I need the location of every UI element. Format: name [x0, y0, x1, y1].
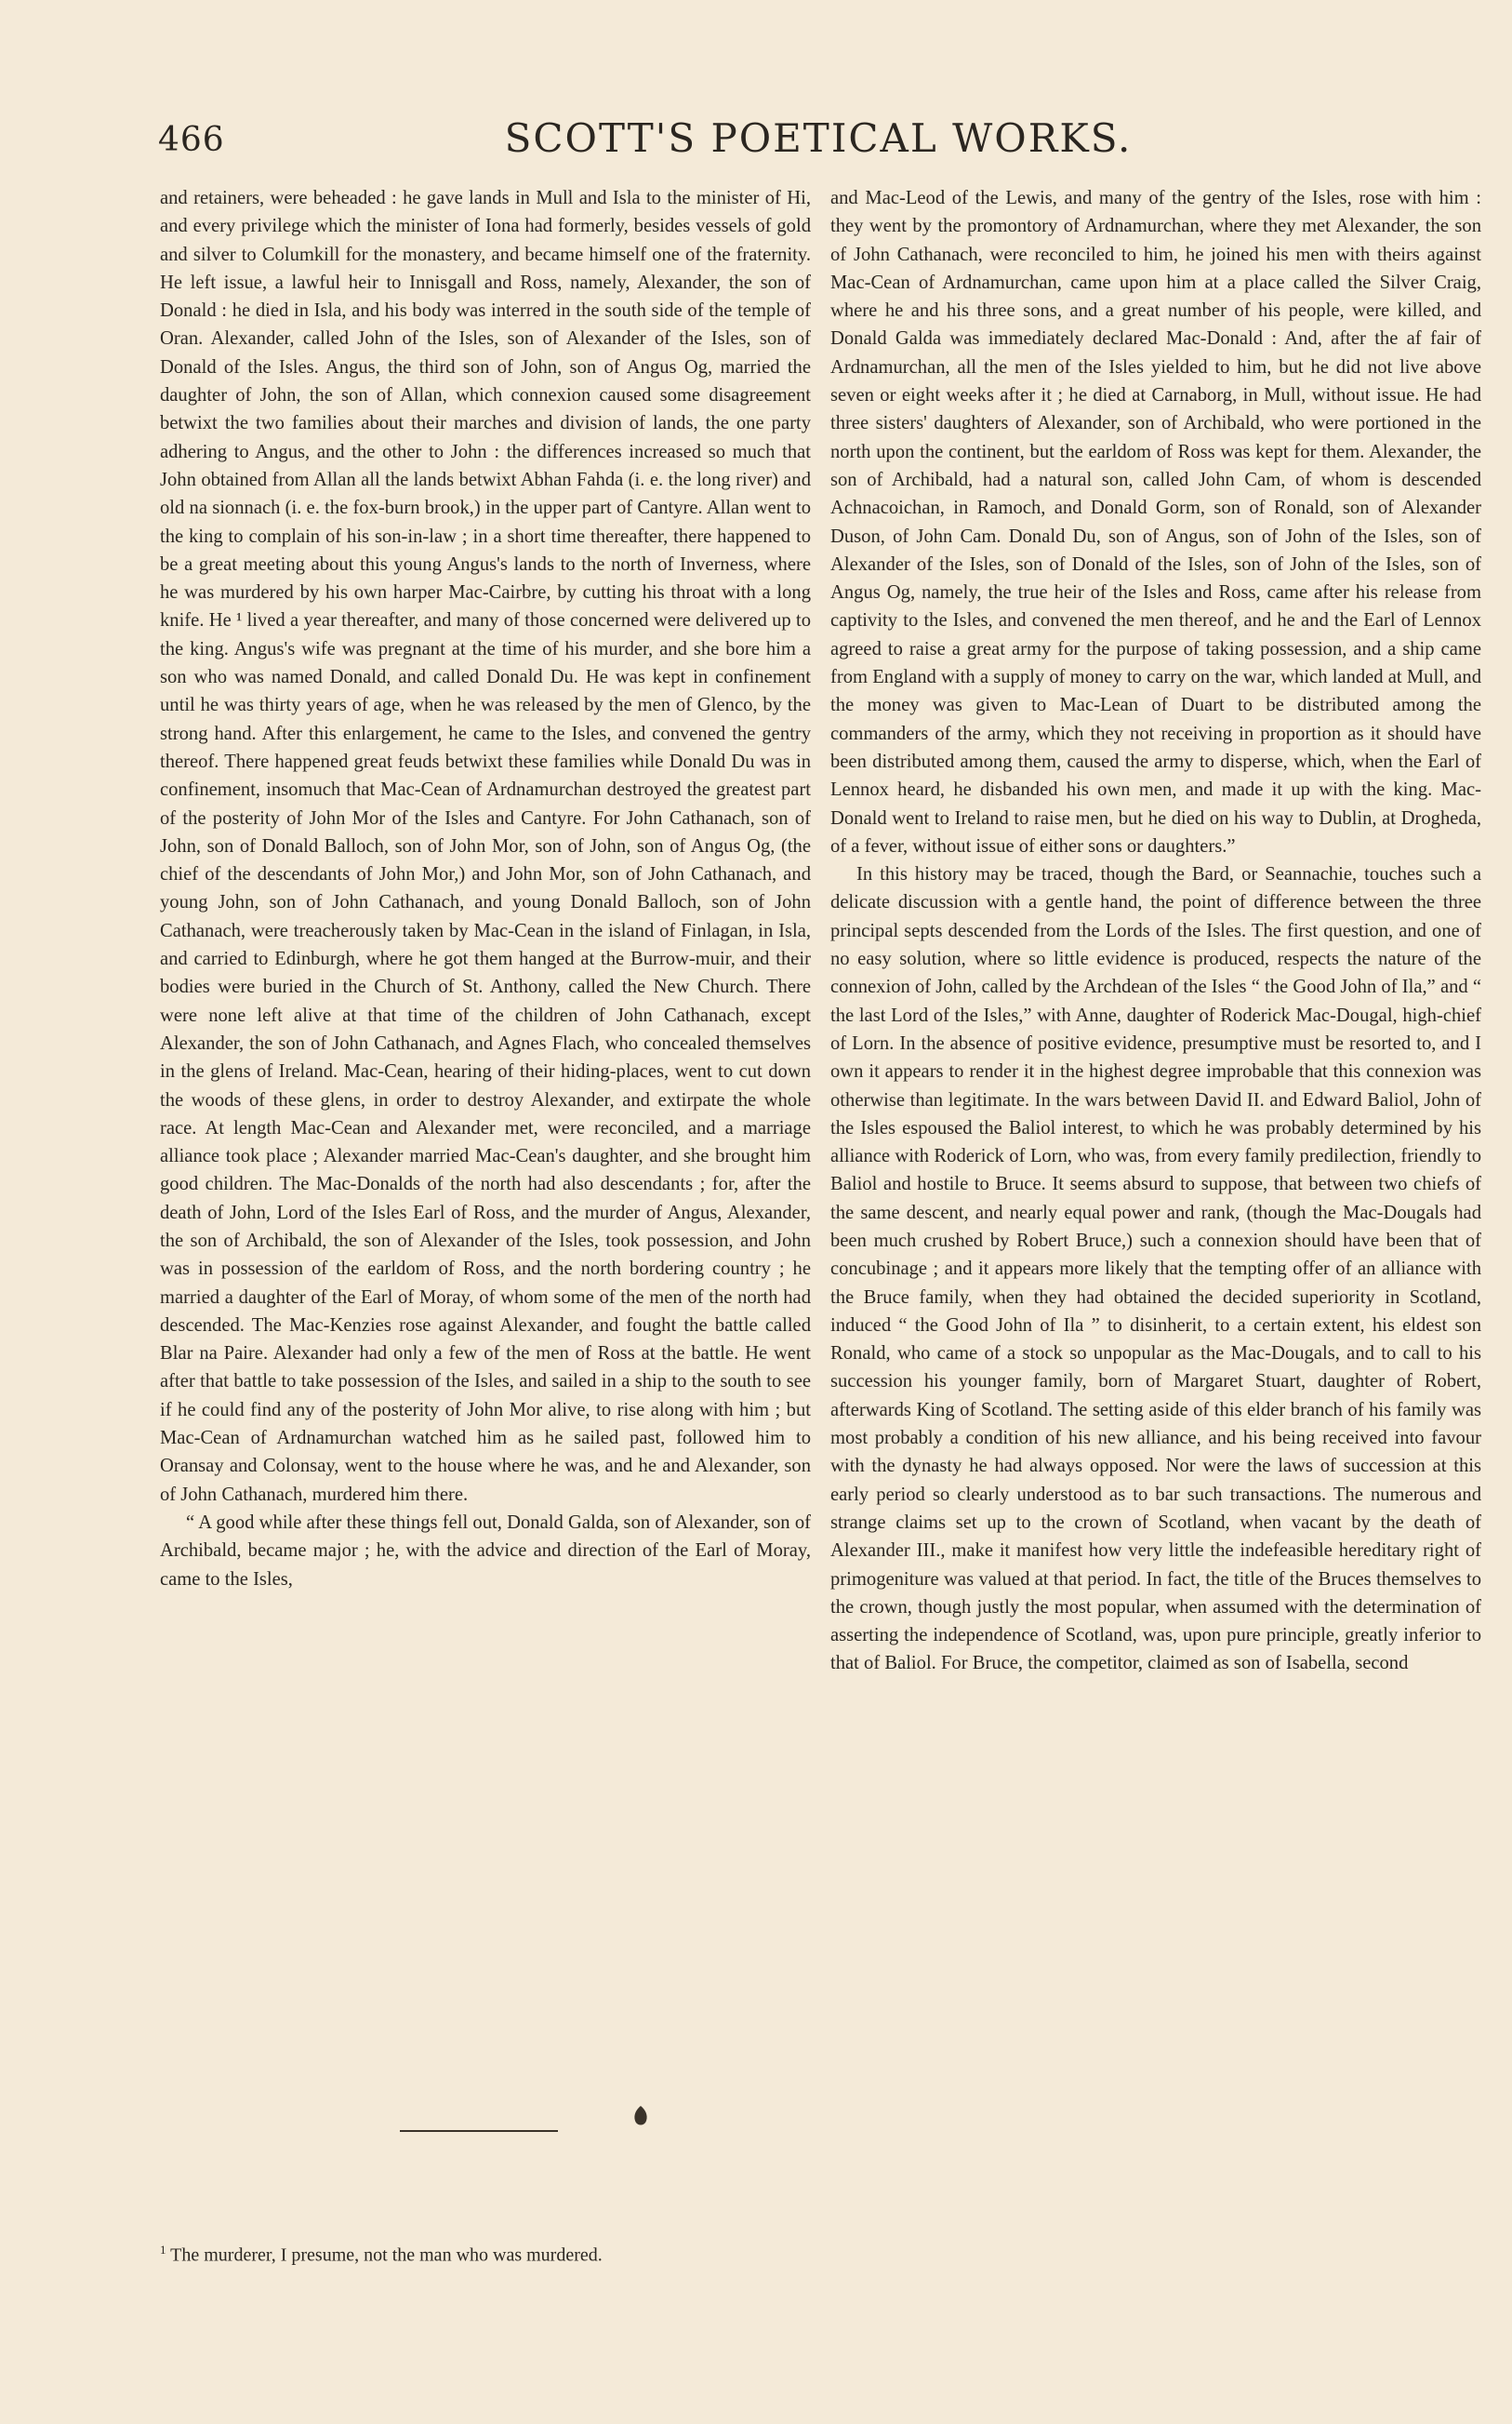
- right-paragraph-1: and Mac-Leod of the Lewis, and many of the gentry of the Isles, rose with him : they went by the promontory of Ardnamurchan, where they met Alexander, the son of John Cathanach, were reconciled to him, he joined his men with theirs against Mac-Cean of Ardnamurchan, came upon him at a place called the Silver Craig, where he and his three sons, and a great number of his people, were killed, and Donald Galda was immediately declared Mac-Donald : And, after the af fair of Ardnamurchan, all the men of the Isles yielded to him, but he did not live above seven or eight weeks after it ; he died at Carnaborg, in Mull, without issue. He had three sisters' daughters of Alexander, son of Archibald, who were portioned in the north upon the continent, but the earldom of Ross was kept for them. Alexander, the son of Archibald, had a natural son, called John Cam, of whom is descended Achnacoichan, in Ramoch, and Donald Gorm, son of Ronald, son of Alexander Duson, of John Cam. Donald Du, son of Angus, son of John of the Isles, son of Alexander of the Isles, son of Donald of the Isles, son of John of the Isles, son of Angus Og, namely, the true heir of the Isles and Ross, came after his release from captivity to the Isles, and convened the men thereof, and he and the Earl of Lennox agreed to raise a great army for the purpose of taking possession, and a ship came from England with a supply of money to carry on the war, which landed at Mull, and the money was given to Mac-Lean of Duart to be distributed among the commanders of the army, which they not receiving in proportion as it should have been distributed among them, caused the army to disperse, which, when the Earl of Lennox heard, he disbanded his own men, and made it up with the king. Mac-Donald went to Ireland to raise men, but he died on his way to Dublin, at Drogheda, of a fever, without issue of either sons or daughters.”: [830, 188, 1481, 857]
- right-paragraph-2: In this history may be traced, though the Bard, or Seannachie, touches such a delicate discussion with a gentle hand, the point of difference between the three principal septs descended from the Lords of the Isles. The first question, and one of no easy solution, where so little evidence is produced, respects the nature of the connexion of John, called by the Archdean of the Isles “ the Good John of Ila,” and “ the last Lord of the Isles,” with Anne, daughter of Roderick Mac-Dougal, high-chief of Lorn. In the absence of positive evidence, presumptive must be resorted to, and I own it appears to render it in the highest degree improbable that this connexion was otherwise than legitimate. In the wars between David II. and Edward Baliol, John of the Isles espoused the Baliol interest, to which he was probably determined by his alliance with Roderick of Lorn, who was, from every family predilection, friendly to Baliol and hostile to Bruce. It seems absurd to suppose, that between two chiefs of the same descent, and nearly equal power and rank, (though the Mac-Dougals had been much crushed by Robert Bruce,) such a connexion should have been that of concubinage ; and it appears more likely that the tempting offer of an alliance with the Bruce family, when they had obtained the decided superiority in Scotland, induced “ the Good John of Ila ” to disinherit, to a certain extent, his eldest son Ronald, who came of a stock so unpopular as the Mac-Dougals, and to call to his succession his younger family, born of Margaret Stuart, daughter of Robert, afterwards King of Scotland. The setting aside of this elder branch of his family was most probably a condition of his new alliance, and his being received into favour with the dynasty he had always opposed. Nor were the laws of succession at this early period so clearly understood as to bar such transactions. The numerous and strange claims set up to the crown of Scotland, when vacant by the death of Alexander III., make it manifest how very little the indefeasible hereditary right of primogeniture was valued at that period. In fact, the title of the Bruces themselves to the crown, though justly the most popular, when assumed with the determination of asserting the independence of Scotland, was, upon pure principle, greatly inferior to that of Baliol. For Bruce, the competitor, claimed as son of Isabella, second: [830, 864, 1481, 1674]
- page-header: [158, 115, 1479, 171]
- footnote: [160, 2236, 811, 2270]
- page-number: 466: [158, 121, 225, 159]
- running-title: SCOTT'S POETICAL WORKS.: [504, 115, 1133, 161]
- left-column: [160, 184, 811, 2379]
- left-paragraph-2: “ A good while after these things fell out, Donald Galda, son of Alexander, son of Archibald, became major ; he, with the advice and direction of the Earl of Moray, came to the Isles,: [160, 1512, 811, 1590]
- footnote-divider: [400, 2130, 558, 2132]
- footnote-marker: 1: [160, 2243, 166, 2257]
- footnote-text: The murderer, I presume, not the man who was murdered.: [170, 2244, 603, 2266]
- left-paragraph-1: and retainers, were beheaded : he gave lands in Mull and Isla to the minister of Hi, and every privilege which the minister of Iona had formerly, besides vessels of gold and silver to Columkill for the monastery, and became himself one of the fraternity. He left issue, a lawful heir to Innisgall and Ross, namely, Alexander, the son of Donald : he died in Isla, and his body was interred in the south side of the temple of Oran. Alexander, called John of the Isles, son of Alexander of the Isles, son of Donald of the Isles. Angus, the third son of John, son of Angus Og, married the daughter of John, the son of Allan, which connexion caused some disagreement betwixt the two families about their marches and division of lands, the one party adhering to Angus, and the other to John : the differences increased so much that John obtained from Allan all the lands betwixt Abhan Fahda (i. e. the long river) and old na sionnach (i. e. the fox-burn brook,) in the upper part of Cantyre. Allan went to the king to complain of his son-in-law ; in a short time thereafter, there happened to be a great meeting about this young Angus's lands to the north of Inverness, where he was murdered by his own harper Mac-Cairbre, by cutting his throat with a long knife. He ¹ lived a year thereafter, and many of those concerned were delivered up to the king. Angus's wife was pregnant at the time of his murder, and she bore him a son who was named Donald, and called Donald Du. He was kept in confinement until he was thirty years of age, when he was released by the men of Glenco, by the strong hand. After this enlargement, he came to the Isles, and convened the gentry thereof. There happened great feuds betwixt these families while Donald Du was in confinement, insomuch that Mac-Cean of Ardnamurchan destroyed the greatest part of the posterity of John Mor of the Isles and Cantyre. For John Cathanach, son of John, son of Donald Balloch, son of John Mor, son of John, son of Angus Og, (the chief of the descendants of John Mor,) and John Mor, son of John Cathanach, and young John, son of John Cathanach, and young Donald Balloch, son of John Cathanach, were treacherously taken by Mac-Cean in the island of Finlagan, in Isla, and carried to Edinburgh, where he got them hanged at the Burrow-muir, and their bodies were buried in the Church of St. Anthony, called the New Church. There were none left alive at that time of the children of John Cathanach, except Alexander, the son of John Cathanach, and Agnes Flach, who concealed themselves in the glens of Ireland. Mac-Cean, hearing of their hiding-places, went to cut down the woods of these glens, in order to destroy Alexander, and extirpate the whole race. At length Mac-Cean and Alexander met, were reconciled, and a marriage alliance took place ; Alexander married Mac-Cean's daughter, and she brought him good children. The Mac-Donalds of the north had also descendants ; for, after the death of John, Lord of the Isles Earl of Ross, and the murder of Angus, Alexander, the son of Archibald, the son of Alexander of the Isles, took possession, and John was in possession of the earldom of Ross, and the north bordering country ; he married a daughter of the Earl of Moray, of whom some of the men of the north had descended. The Mac-Kenzies rose against Alexander, and fought the battle called Blar na Paire. Alexander had only a few of the men of Ross at the battle. He went after that battle to take possession of the Isles, and sailed in a ship to the south to see if he could find any of the posterity of John Mor alive, to rise along with him ; but Mac-Cean of Ardnamurchan watched him as he sailed past, followed him to Oransay and Colonsay, went to the house where he was, and he and Alexander, son of John Cathanach, murdered him there.: [160, 188, 811, 1505]
- right-column: [830, 184, 1481, 2379]
- ink-blot-mark: [632, 2104, 649, 2128]
